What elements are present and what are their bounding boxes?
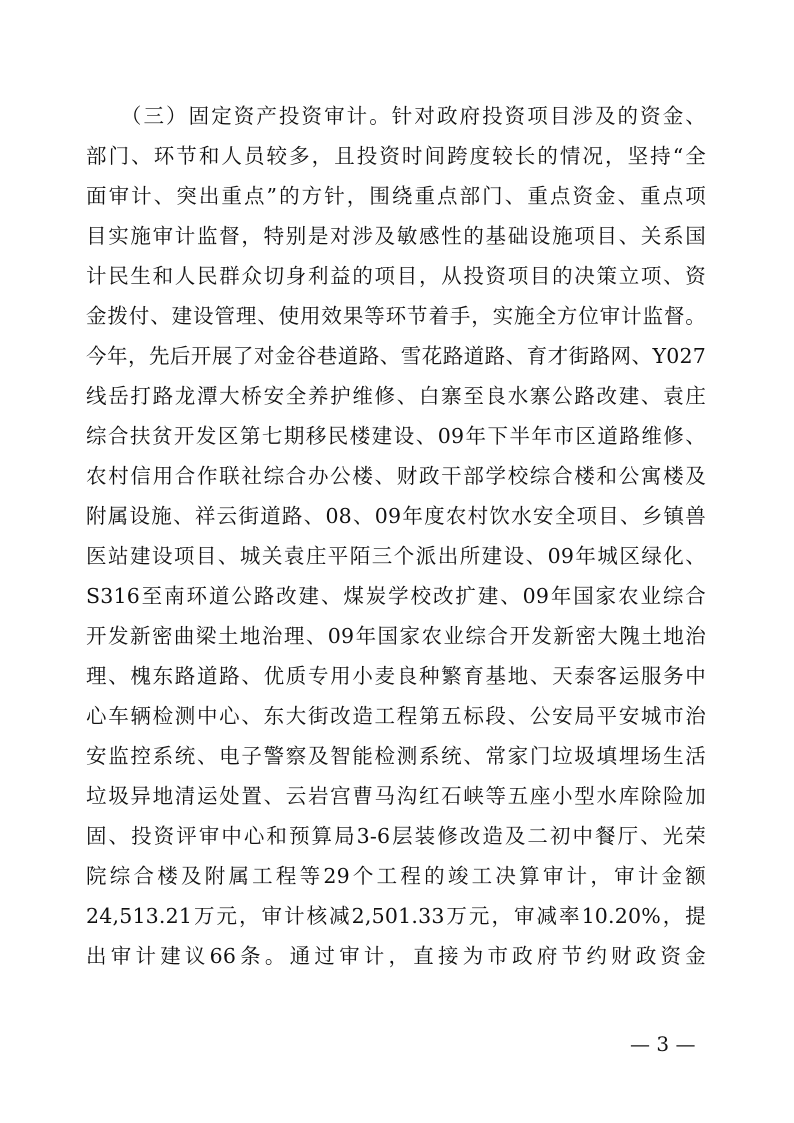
text-line: 综合扶贫开发区第七期移民楼建设、09年下半年市区道路维修、	[86, 424, 706, 448]
text-line: 今年，先后开展了对金谷巷道路、雪花路道路、育才街路网、Y027	[86, 344, 706, 368]
page-number: — 3 —	[630, 1032, 696, 1056]
text-line: 院综合楼及附属工程等29个工程的竣工决算审计，审计金额	[86, 864, 706, 888]
text-line: 24,513.21万元，审计核减2,501.33万元，审减率10.20%，提	[86, 904, 706, 928]
text-line: 计民生和人民群众切身利益的项目，从投资项目的决策立项、资	[86, 264, 706, 288]
text-line: 线岳打路龙潭大桥安全养护维修、白寨至良水寨公路改建、袁庄	[86, 384, 706, 408]
text-line: 开发新密曲梁土地治理、09年国家农业综合开发新密大隗土地治	[86, 624, 706, 648]
text-line: 附属设施、祥云街道路、08、09年度农村饮水安全项目、乡镇兽	[86, 504, 706, 528]
text-line: 医站建设项目、城关袁庄平陌三个派出所建设、09年城区绿化、	[86, 544, 706, 568]
text-line: 面审计、突出重点”的方针，围绕重点部门、重点资金、重点项	[86, 184, 706, 208]
text-line: 农村信用合作联社综合办公楼、财政干部学校综合楼和公寓楼及	[86, 464, 706, 488]
text-line: S316至南环道公路改建、煤炭学校改扩建、09年国家农业综合	[86, 584, 706, 608]
text-line: 金拨付、建设管理、使用效果等环节着手，实施全方位审计监督。	[86, 304, 706, 328]
text-line: 理、槐东路道路、优质专用小麦良种繁育基地、天泰客运服务中	[86, 664, 706, 688]
document-body	[86, 96, 706, 976]
text-line: 垃圾异地清运处置、云岩宫曹马沟红石峡等五座小型水库除险加	[86, 784, 706, 808]
text-line: （三）固定资产投资审计。针对政府投资项目涉及的资金、	[86, 104, 706, 128]
text-line: 安监控系统、电子警察及智能检测系统、常家门垃圾填埋场生活	[86, 744, 706, 768]
text-line: 出审计建议66条。通过审计，直接为市政府节约财政资金	[86, 944, 706, 968]
text-line: 心车辆检测中心、东大街改造工程第五标段、公安局平安城市治	[86, 704, 706, 728]
text-line: 固、投资评审中心和预算局3-6层装修改造及二初中餐厅、光荣	[86, 824, 706, 848]
text-line: 目实施审计监督，特别是对涉及敏感性的基础设施项目、关系国	[86, 224, 706, 248]
text-line: 部门、环节和人员较多，且投资时间跨度较长的情况，坚持“全	[86, 144, 706, 168]
